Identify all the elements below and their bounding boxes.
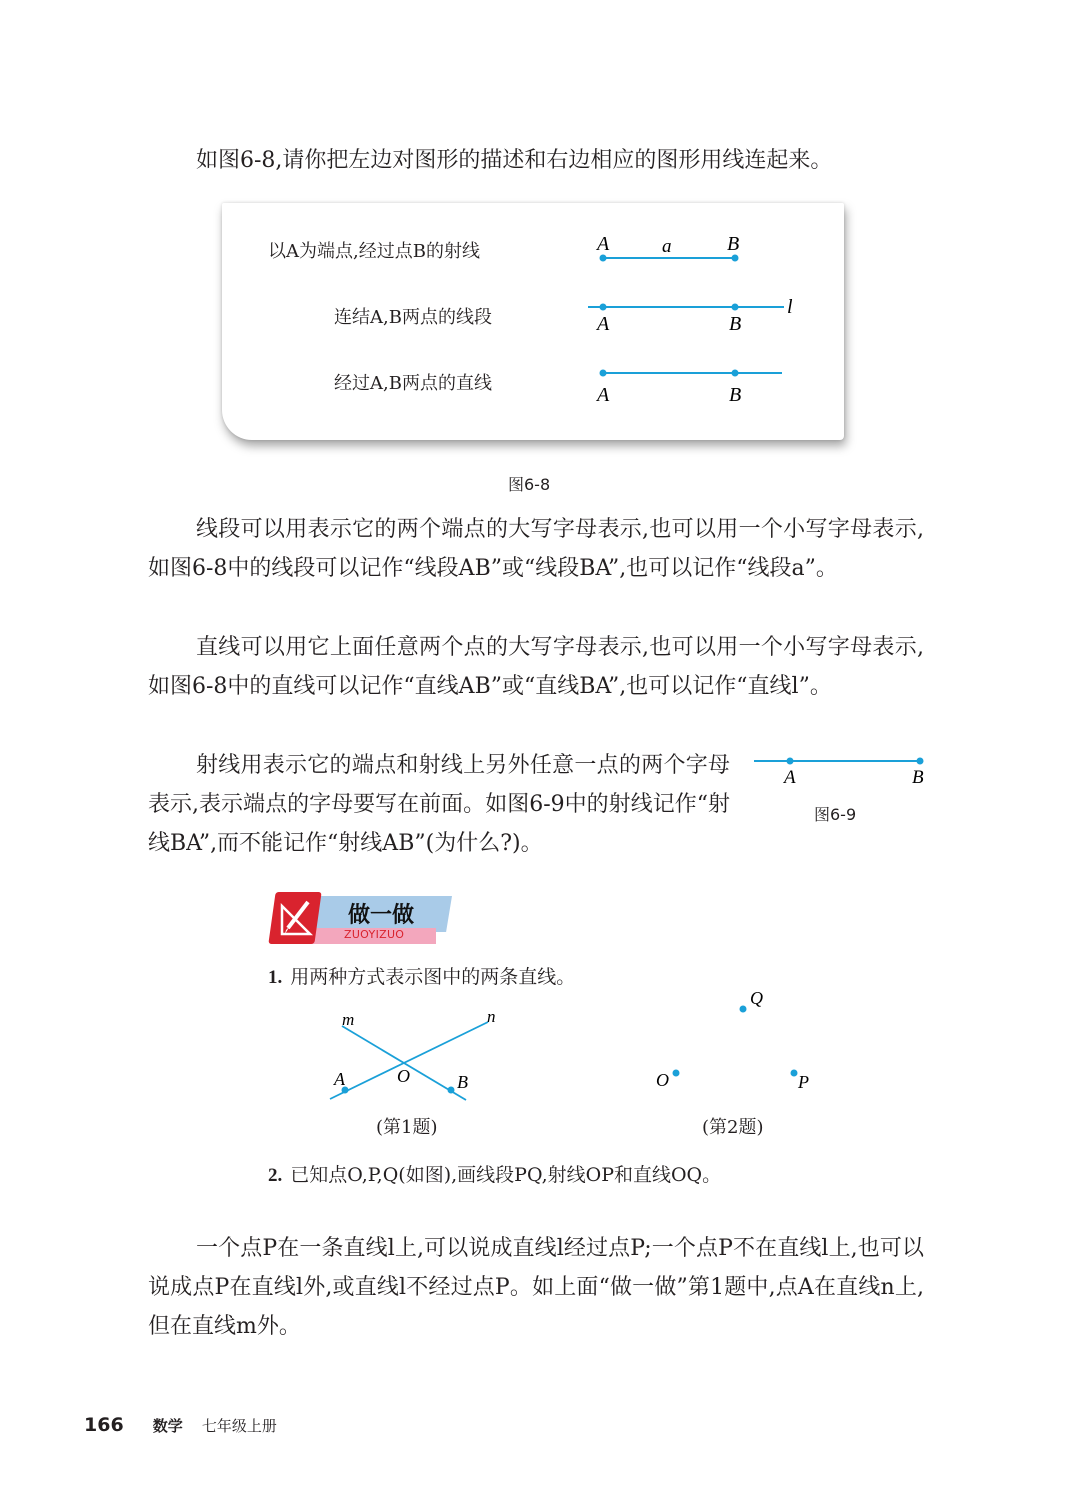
fig69-label-b: B (912, 767, 924, 788)
segment-label-a-small: a (662, 236, 672, 257)
ex2-point-p (791, 1070, 798, 1077)
paragraph-point-text: 一个点P在一条直线l上,可以说成直线l经过点P;一个点P不在直线l上,也可以说成点P在直线l外,或直线l不经过点P。如上面“做一做”第1题中,点A在直线n上,但在直线m外。 (148, 1236, 924, 1339)
segment-label-b: B (727, 233, 740, 255)
figure-6-8-caption: 图6-8 (508, 475, 551, 494)
paragraph-ray-text: 射线用表示它的端点和射线上另外任意一点的两个字母表示,表示端点的字母要写在前面。如图6-9中的射线记作“射线BA”,而不能记作“射线AB”(为什么?)。 (148, 753, 730, 856)
exercise-1-number: 1. (268, 967, 283, 988)
paragraph-ray-notation (148, 746, 730, 863)
figure-6-9-caption: 图6-9 (814, 805, 857, 824)
ray-label-a: A (597, 384, 610, 406)
fig69-point-b (917, 758, 924, 765)
exercise-1-diagram (320, 1008, 520, 1108)
segment-label-a: A (597, 233, 610, 255)
line-point-a (600, 304, 607, 311)
ex1-label-o: O (397, 1066, 410, 1086)
ex2-label-q: Q (750, 988, 763, 1008)
activity-subtitle: ZUOYIZUO (344, 928, 405, 941)
intro-text: 如图6-8,请你把左边对图形的描述和右边相应的图形用线连起来。 (196, 148, 833, 173)
footer-book: 七年级上册 (201, 1417, 277, 1435)
ex2-label-o: O (656, 1070, 669, 1090)
exercise-2-text: 已知点O,P,Q(如图),画线段PQ,射线OP和直线OQ。 (290, 1164, 722, 1186)
page-footer (84, 1414, 277, 1436)
paragraph-segment-text: 线段可以用表示它的两个端点的大写字母表示,也可以用一个小写字母表示,如图6-8中的线段可以记作“线段AB”或“线段BA”,也可以记作“线段a”。 (148, 517, 924, 581)
footer-subject: 数学 (152, 1417, 183, 1435)
exercise-1-caption: (第1题) (376, 1117, 438, 1138)
exercise-2-caption: (第2题) (702, 1117, 764, 1138)
ex1-label-n: n (487, 1008, 496, 1026)
exercise-2-number: 2. (268, 1165, 283, 1186)
ex1-label-m: m (342, 1010, 355, 1029)
line-label-l: l (787, 296, 793, 318)
ex2-point-q (740, 1006, 747, 1013)
figure-6-8-diagrams (222, 203, 844, 440)
paragraph-line-notation (148, 628, 924, 706)
paragraph-point-on-line (148, 1229, 924, 1346)
ex1-point-b (448, 1087, 455, 1094)
fig69-point-a (787, 758, 794, 765)
segment-point-b (732, 255, 739, 262)
description-ray: 以A为端点,经过点B的射线 (268, 241, 480, 262)
ex1-label-a: A (334, 1069, 345, 1089)
exercise-2-diagram (650, 984, 830, 1094)
ex2-point-o (673, 1070, 680, 1077)
line-label-a: A (597, 313, 610, 335)
description-segment: 连结A,B两点的线段 (334, 307, 492, 328)
ray-point-a (600, 370, 607, 377)
exercise-1-text: 用两种方式表示图中的两条直线。 (290, 966, 576, 988)
activity-title: 做一做 (348, 903, 415, 928)
exercise-2 (268, 1160, 721, 1187)
line-label-b: B (729, 313, 742, 335)
page-number: 166 (84, 1414, 124, 1436)
ex1-label-b: B (457, 1072, 468, 1092)
figure-6-9-diagram (748, 748, 938, 788)
ray-point-b (732, 370, 739, 377)
paragraph-segment-notation (148, 510, 924, 588)
description-line: 经过A,B两点的直线 (334, 373, 492, 394)
line-point-b (732, 304, 739, 311)
paragraph-line-text: 直线可以用它上面任意两个点的大写字母表示,也可以用一个小写字母表示,如图6-8中的直线可以记作“直线AB”或“直线BA”,也可以记作“直线l”。 (148, 635, 924, 699)
ray-label-b: B (729, 384, 742, 406)
exercise-1 (268, 962, 575, 989)
pencil-ruler-icon (276, 896, 316, 940)
activity-banner (266, 890, 456, 946)
figure-6-8-card (222, 203, 844, 440)
ex2-label-p: P (798, 1072, 809, 1092)
fig69-label-a: A (784, 767, 796, 788)
segment-point-a (600, 255, 607, 262)
